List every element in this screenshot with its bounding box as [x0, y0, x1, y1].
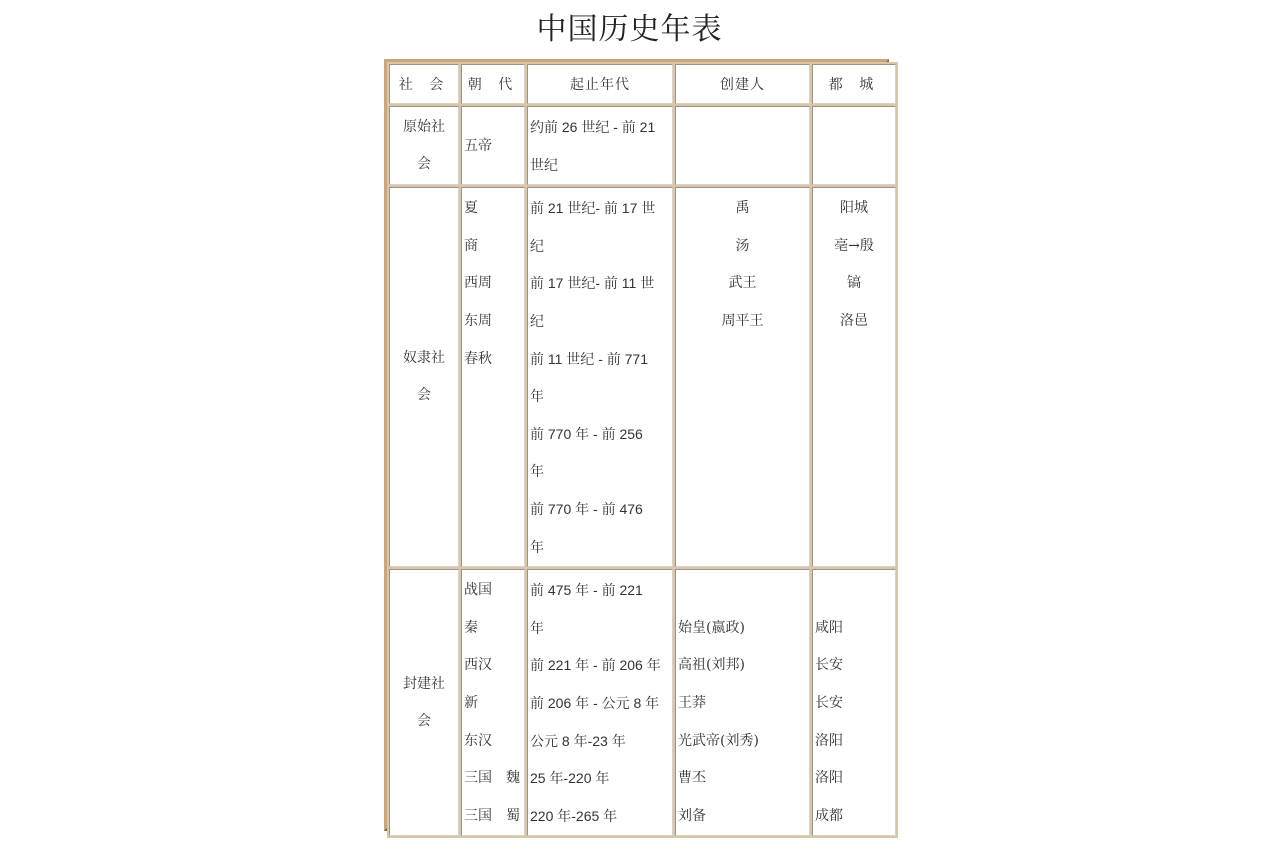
period-line: 前 475 年 - 前 221 — [530, 582, 643, 599]
capital-cell — [812, 106, 896, 185]
capital-name — [815, 572, 893, 610]
header-row — [389, 64, 896, 104]
society-label-line: 会 — [417, 156, 431, 172]
dynasty-name: 西汉 — [464, 657, 492, 674]
founder-name: 曹丕 — [678, 770, 706, 787]
period-line: 纪 — [530, 312, 544, 329]
table-row-slave-society — [389, 187, 896, 567]
period-cell — [527, 569, 673, 836]
period-line: 年 — [530, 619, 544, 636]
founder-cell — [675, 187, 810, 567]
table-row-feudal-society — [389, 569, 896, 836]
society-label-line: 原始社 — [403, 119, 445, 135]
period-line: 世纪 — [530, 156, 558, 173]
period-line: 前 770 年 - 前 256 — [530, 425, 643, 442]
header-capital: 都 城 — [812, 64, 896, 104]
dynasty-name: 战国 — [464, 582, 492, 599]
period-line: 年 — [530, 463, 544, 480]
capital-name: 长安 — [815, 657, 843, 674]
period-line: 前 206 年 - 公元 8 年 — [530, 694, 660, 711]
capital-cell — [812, 187, 896, 567]
capital-name: 亳→殷 — [834, 237, 874, 254]
dynasty-name: 三国 魏 — [464, 770, 520, 787]
dynasty-name: 五帝 — [464, 137, 492, 154]
founder-name — [678, 572, 807, 610]
period-line: 前 221 年 - 前 206 年 — [530, 657, 661, 674]
period-line: 前 21 世纪- 前 17 世 — [530, 200, 656, 217]
capital-name: 洛邑 — [840, 312, 868, 329]
header-founder: 创建人 — [675, 64, 810, 104]
founder-name: 周平王 — [721, 312, 764, 329]
period-line: 年 — [530, 538, 544, 555]
period-line: 前 17 世纪- 前 11 世 — [530, 275, 655, 292]
header-dynasty: 朝 代 — [461, 64, 525, 104]
dynasty-name: 东周 — [464, 312, 492, 329]
founder-name: 武王 — [728, 275, 757, 292]
society-cell — [389, 106, 459, 185]
founder-name: 汤 — [735, 237, 750, 254]
period-line: 公元 8 年-23 年 — [530, 732, 626, 749]
header-period: 起止年代 — [527, 64, 673, 104]
capital-name: 阳城 — [840, 200, 868, 217]
history-table — [387, 62, 898, 838]
dynasty-cell — [461, 187, 525, 567]
period-cell — [527, 187, 673, 567]
founder-name: 刘备 — [678, 807, 706, 824]
society-cell — [389, 569, 459, 836]
capital-name: 咸阳 — [815, 619, 843, 636]
society-label-line: 会 — [417, 712, 431, 729]
founder-name: 始皇(嬴政) — [678, 619, 745, 636]
founder-name: 高祖(刘邦) — [678, 657, 745, 674]
period-cell — [527, 106, 673, 185]
society-cell — [389, 187, 459, 567]
capital-name: 长安 — [815, 694, 843, 711]
society-label-line: 奴隶社 — [403, 350, 445, 367]
society-label-line: 会 — [417, 387, 431, 404]
society-label-line: 封建社 — [403, 675, 445, 692]
dynasty-name: 西周 — [464, 275, 492, 292]
period-line: 纪 — [530, 237, 544, 254]
period-line: 25 年-220 年 — [530, 770, 610, 787]
founder-name: 王莽 — [678, 694, 706, 711]
period-line: 年 — [530, 388, 544, 405]
dynasty-name: 三国 蜀 — [464, 807, 520, 824]
dynasty-name: 春秋 — [464, 350, 492, 367]
founder-name: 禹 — [735, 200, 750, 217]
period-line: 前 11 世纪 - 前 771 — [530, 350, 649, 367]
header-society: 社 会 — [389, 64, 459, 104]
capital-name: 成都 — [815, 807, 843, 824]
capital-name: 洛阳 — [815, 732, 843, 749]
dynasty-name: 新 — [464, 694, 478, 711]
founder-name: 光武帝(刘秀) — [678, 732, 759, 749]
founder-cell — [675, 569, 810, 836]
dynasty-cell — [461, 569, 525, 836]
dynasty-name: 夏 — [464, 200, 478, 217]
capital-name: 镐 — [847, 275, 861, 292]
period-line: 约前 26 世纪 - 前 21 — [530, 119, 656, 135]
page-title: 中国历史年表 — [536, 12, 723, 47]
dynasty-cell — [461, 106, 525, 185]
capital-cell — [812, 569, 896, 836]
dynasty-name: 东汉 — [464, 732, 492, 749]
dynasty-name: 商 — [464, 237, 478, 254]
period-line: 220 年-265 年 — [530, 807, 618, 824]
dynasty-name: 秦 — [464, 619, 478, 636]
period-line: 前 770 年 - 前 476 — [530, 500, 643, 517]
table-row-primitive-society — [389, 106, 896, 185]
founder-cell — [675, 106, 810, 185]
capital-name: 洛阳 — [815, 770, 843, 787]
history-table-frame — [384, 59, 889, 831]
